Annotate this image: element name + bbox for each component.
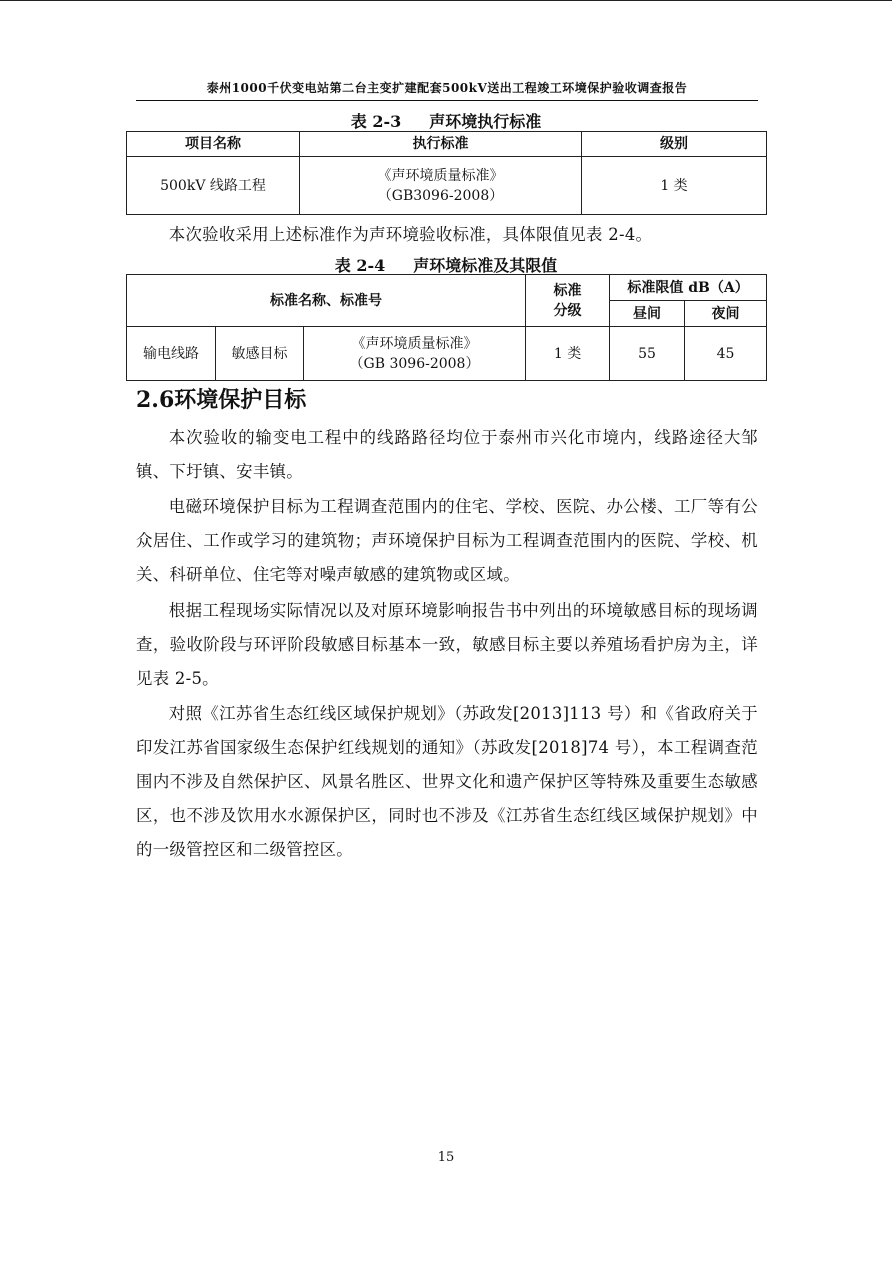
- cell-standard: [304, 327, 526, 381]
- table-header-row: [127, 275, 767, 301]
- cell-target-type: 敏感目标: [216, 327, 304, 381]
- page-number: 15: [437, 1150, 455, 1165]
- header-rule: [136, 100, 758, 101]
- header-night: 夜间: [685, 301, 767, 327]
- table-header-row: [127, 132, 767, 157]
- table-2-3: [126, 131, 767, 215]
- cell-night-limit: 45: [685, 327, 767, 381]
- table-row: [127, 327, 767, 381]
- section-paragraph-4: 对照《江苏省生态红线区域保护规划》（苏政发[2013]113 号）和《省政府关于印发江苏省国家级生态保护红线规划的通知》（苏政发[2018]74 号），本工程调查范围内不涉及自然保护区、风景名胜区、世界文化和遗产保护区等特殊及重要生态敏感区，也不涉及饮用水水源保护区，同时也不涉及《江苏省生态红线区域保护规划》中的一级管控区和二级管控区。: [136, 704, 758, 859]
- running-header: 泰州1000千伏变电站第二台主变扩建配套500kV送出工程竣工环境保护验收调查报告: [206, 81, 688, 95]
- table-2-4: [126, 274, 767, 381]
- section-title: 2.6环境保护目标: [136, 387, 307, 413]
- header-limit: 标准限值 dB（A）: [610, 275, 767, 301]
- header-level: 级别: [582, 132, 767, 157]
- standard-code: （GB 3096-2008）: [349, 355, 480, 372]
- cell-grade: 1 类: [526, 327, 610, 381]
- section-paragraph-2: 电磁环境保护目标为工程调查范围内的住宅、学校、医院、办公楼、工厂等有公众居住、工作或学习的建筑物；声环境保护目标为工程调查范围内的医院、学校、机关、科研单位、住宅等对噪声敏感的建筑物或区域。: [136, 497, 758, 584]
- table-row: [127, 157, 767, 215]
- top-border: [0, 0, 892, 1]
- table-2-3-title: 声环境执行标准: [429, 112, 542, 131]
- header-standard: 执行标准: [300, 132, 582, 157]
- standard-name: 《声环境质量标准》: [377, 167, 504, 184]
- paragraph-after-table-2-3: 本次验收采用上述标准作为声环境验收标准，具体限值见表 2-4。: [168, 225, 653, 244]
- section-paragraph-3: 根据工程现场实际情况以及对原环境影响报告书中列出的环境敏感目标的现场调查，验收阶段与环评阶段敏感目标基本一致，敏感目标主要以养殖场看护房为主，详见表 2-5。: [136, 601, 758, 688]
- table-2-3-caption: [126, 109, 766, 132]
- section-paragraph-1: 本次验收的输变电工程中的线路路径均位于泰州市兴化市境内，线路途径大邹镇、下圩镇、安丰镇。: [136, 428, 758, 481]
- standard-name: 《声环境质量标准》: [351, 335, 478, 352]
- cell-standard: [300, 157, 582, 215]
- cell-level: 1 类: [582, 157, 767, 215]
- table-2-4-title: 声环境标准及其限值: [413, 256, 558, 275]
- cell-day-limit: 55: [610, 327, 685, 381]
- table-2-4-caption: [126, 253, 766, 276]
- table-2-3-number: 表 2-3: [350, 112, 402, 131]
- header-grade-line2: 分级: [553, 302, 582, 319]
- standard-code: （GB3096-2008）: [377, 187, 504, 204]
- cell-line-type: 输电线路: [127, 327, 216, 381]
- header-project-name: 项目名称: [127, 132, 300, 157]
- header-standard-name: 标准名称、标准号: [127, 275, 526, 327]
- header-grade-line1: 标准: [553, 282, 582, 299]
- cell-project: 500kV 线路工程: [127, 157, 300, 215]
- header-grade: [526, 275, 610, 327]
- table-2-4-number: 表 2-4: [334, 256, 386, 275]
- header-day: 昼间: [610, 301, 685, 327]
